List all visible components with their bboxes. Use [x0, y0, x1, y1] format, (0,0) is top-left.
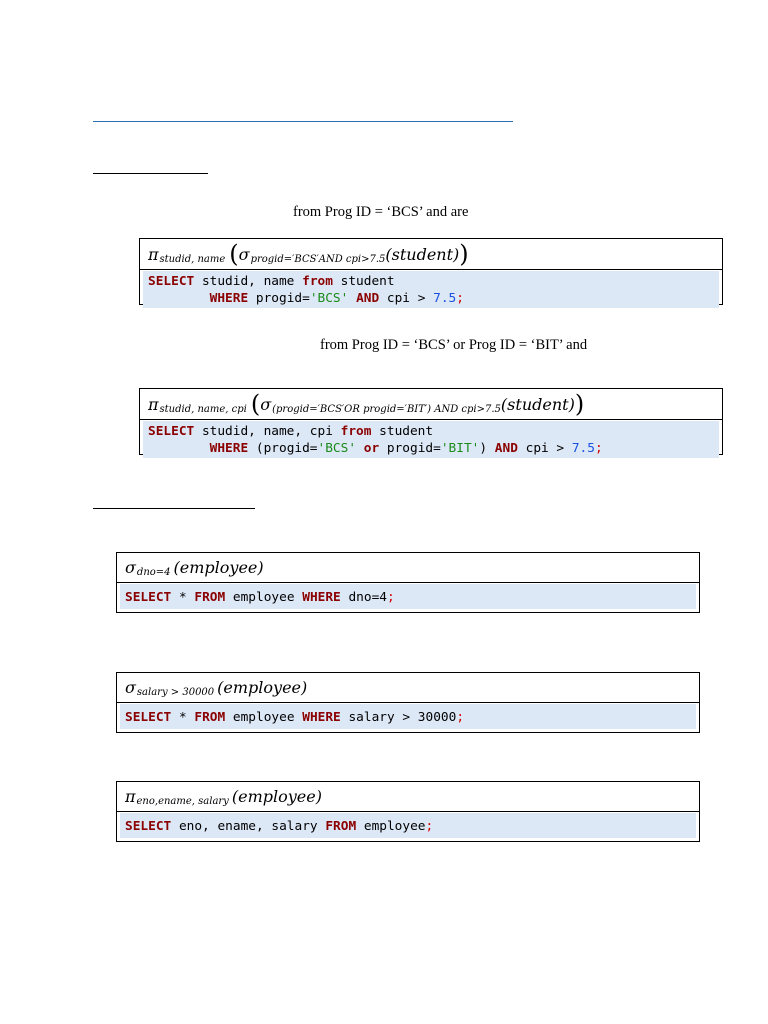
relation-name: student [507, 394, 569, 414]
sql-keyword: SELECT [148, 424, 195, 439]
sql-semicolon: ; [456, 291, 464, 306]
sql-text: employee [225, 590, 303, 605]
sql-string: 'BCS' [309, 291, 349, 306]
sql-text: cpi > [379, 291, 434, 306]
sql-keyword: or [363, 441, 380, 456]
sql-code-block [120, 584, 696, 609]
query-box-3 [116, 552, 700, 613]
relation-name: employee [179, 558, 258, 577]
projection-symbol: π [148, 244, 159, 264]
sql-code-block [120, 704, 696, 729]
sql-semicolon: ; [456, 710, 465, 725]
sql-text: studid, name, cpi [194, 424, 341, 439]
selection-condition: progid=′BCS′AND cpi>7.5 [250, 253, 386, 265]
sql-code-line [148, 423, 714, 440]
sql-code-line [148, 273, 714, 290]
sql-text: cpi > [517, 441, 572, 456]
sql-keyword: FROM [325, 819, 357, 834]
relation-name: employee [238, 787, 316, 806]
relational-algebra-expression: π studid, name, cpi ( σ (progid=′BCS′OR progid=′BIT′) AND cpi>7.5 ( student ) ) [140, 389, 722, 420]
sql-code-line [148, 440, 714, 457]
sql-text: * [171, 710, 195, 725]
sql-text: progid= [248, 291, 310, 306]
sql-text: student [371, 424, 434, 439]
query-box-2 [139, 388, 723, 455]
sql-keyword: AND [356, 291, 380, 306]
projection-symbol: π [148, 394, 159, 414]
sql-keyword: WHERE [302, 710, 341, 725]
relation-name: student [391, 244, 454, 264]
selection-symbol: σ [125, 678, 136, 697]
sql-code-block [120, 813, 696, 838]
sql-text: (progid= [248, 441, 318, 456]
query-box-5 [116, 781, 700, 842]
projection-symbol: π [125, 787, 136, 806]
sql-text: ) [479, 441, 495, 456]
sql-keyword: SELECT [125, 710, 172, 725]
sql-keyword: WHERE [209, 291, 249, 306]
sql-keyword: WHERE [209, 441, 249, 456]
query-box-1 [139, 238, 723, 305]
relational-algebra-expression: σ dno=4 ( employee ) [117, 553, 699, 583]
selection-symbol: σ [260, 394, 272, 414]
question-text-2: from Prog ID = ‘BCS’ or Prog ID = ‘BIT’ and [320, 337, 588, 353]
sql-text: progid= [379, 441, 441, 456]
title-underline [93, 121, 513, 122]
section-heading-underline-2 [93, 508, 255, 509]
relational-algebra-expression: σ salary > 30000 ( employee ) [117, 673, 699, 703]
query-box-4 [116, 672, 700, 733]
sql-code-block [143, 421, 719, 458]
sql-keyword: WHERE [302, 590, 341, 605]
sql-code-line [125, 709, 691, 726]
sql-keyword: SELECT [125, 819, 172, 834]
sql-code-block [143, 271, 719, 308]
sql-keyword: SELECT [125, 590, 172, 605]
sql-number: 7.5 [571, 441, 595, 456]
selection-condition: salary > 30000 [136, 687, 215, 698]
sql-text: * [171, 590, 195, 605]
sql-keyword: FROM [194, 590, 226, 605]
sql-code-line [125, 818, 691, 835]
sql-number: 7.5 [433, 291, 457, 306]
sql-code-line [125, 589, 691, 606]
sql-keyword: FROM [194, 710, 226, 725]
sql-text: employee [225, 710, 303, 725]
selection-condition: dno=4 [136, 567, 171, 578]
projection-attributes: studid, name, cpi [159, 403, 247, 415]
sql-keyword: SELECT [148, 274, 195, 289]
relational-algebra-expression: π studid, name ( σ progid=′BCS′AND cpi>7.5 ( student ) ) [140, 239, 722, 270]
question-text-1: from Prog ID = ‘BCS’ and are [293, 204, 469, 220]
projection-attributes: eno,ename, salary [136, 796, 229, 807]
sql-text: employee [356, 819, 426, 834]
sql-string: 'BIT' [440, 441, 480, 456]
projection-attributes: studid, name [159, 253, 226, 265]
relational-algebra-expression: π eno,ename, salary ( employee ) [117, 782, 699, 812]
sql-text: student [332, 274, 395, 289]
sql-text: dno=4 [340, 590, 387, 605]
sql-text: eno, ename, salary [171, 819, 326, 834]
sql-keyword: from [302, 274, 333, 289]
sql-text: salary > 30000 [340, 710, 457, 725]
sql-keyword: AND [494, 441, 518, 456]
sql-semicolon: ; [594, 441, 603, 456]
sql-text [356, 441, 364, 456]
sql-code-line [148, 290, 714, 307]
sql-text: studid, name [194, 274, 303, 289]
sql-text [148, 441, 210, 456]
selection-condition: (progid=′BCS′OR progid=′BIT′) AND cpi>7.5 [272, 403, 501, 415]
sql-semicolon: ; [387, 590, 395, 605]
relation-name: employee [223, 678, 302, 697]
section-heading-underline-1 [93, 173, 208, 174]
sql-text [348, 291, 356, 306]
selection-symbol: σ [238, 244, 250, 264]
selection-symbol: σ [125, 558, 136, 577]
sql-text [148, 291, 210, 306]
sql-string: 'BCS' [317, 441, 357, 456]
sql-semicolon: ; [425, 819, 434, 834]
sql-keyword: from [340, 424, 372, 439]
